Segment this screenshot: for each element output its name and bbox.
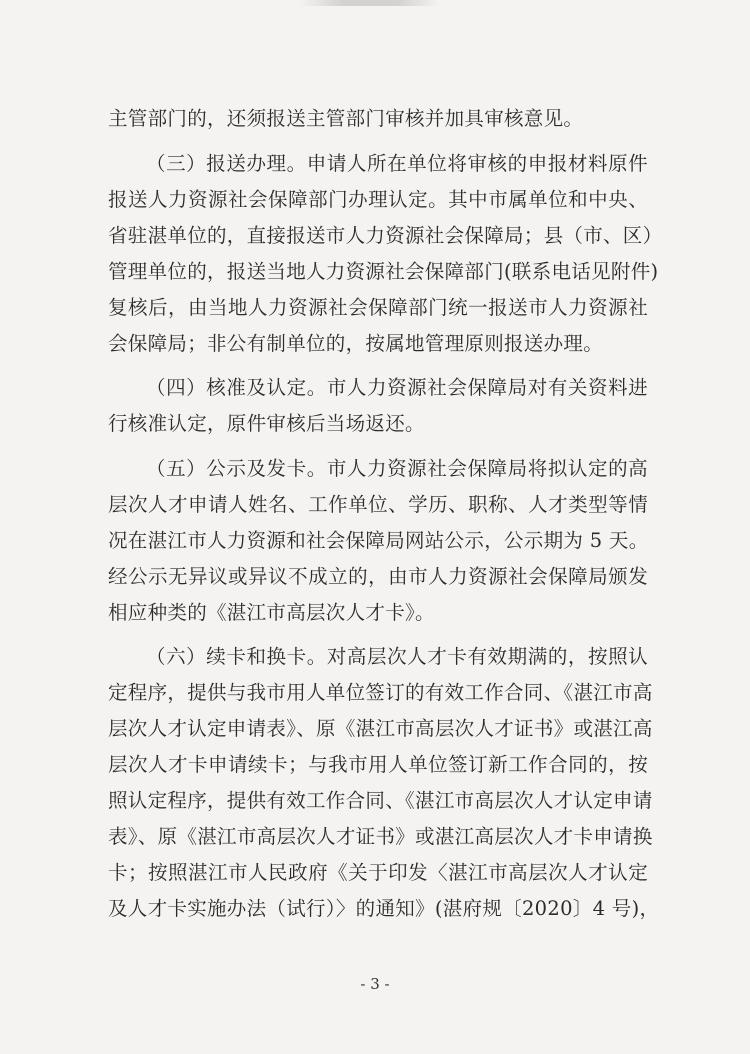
text-line: 相应种类的《湛江市高层次人才卡》。 xyxy=(108,600,435,624)
text-line: 表》、原《湛江市高层次人才证书》或湛江高层次人才卡申请换 xyxy=(108,825,653,848)
text-line: 行核准认定，原件审核后当场返还。 xyxy=(108,412,425,435)
text-line: 层次人才卡申请续卡；与我市用人单位签订新工作合同的，按 xyxy=(108,753,648,776)
text-line: 层次人才认定申请表》、原《湛江市高层次人才证书》或湛江高 xyxy=(108,717,653,740)
text-line: 卡；按照湛江市人民政府《关于印发〈湛江市高层次人才认定 xyxy=(108,861,648,884)
text-line: 照认定程序，提供有效工作合同、《湛江市高层次人才认定申请 xyxy=(108,789,653,812)
text-line: 主管部门的，还须报送主管部门审核并加具审核意见。 xyxy=(108,107,584,130)
paragraph-publicity xyxy=(108,451,648,631)
text-line: 及人才卡实施办法（试行）〉的通知》(湛府规〔2020〕4 号)， xyxy=(108,897,660,920)
text-line: 况在湛江市人力资源和社会保障局网站公示，公示期为 5 天。 xyxy=(108,528,649,552)
text-line: （四）核准及认定。市人力资源社会保障局对有关资料进 xyxy=(146,376,648,399)
text-line: （三）报送办理。申请人所在单位将审核的申报材料原件 xyxy=(146,151,648,175)
paragraph-continuation xyxy=(108,101,648,137)
page-number: - 3 - xyxy=(360,975,390,993)
text-line: 定程序，提供与我市用人单位签订的有效工作合同、《湛江市高 xyxy=(108,681,653,704)
text-line: （五）公示及发卡。市人力资源社会保障局将拟认定的高 xyxy=(146,456,648,480)
text-line: 管理单位的，报送当地人力资源社会保障部门(联系电话见附件) xyxy=(108,259,659,283)
paragraph-submission xyxy=(108,146,663,362)
paragraph-approval xyxy=(108,370,648,442)
paragraph-renewal xyxy=(108,639,660,927)
text-line: 报送人力资源社会保障部门办理认定。其中市属单位和中央、 xyxy=(108,187,648,211)
text-line: 经公示无异议或异议不成立的，由市人力资源社会保障局颁发 xyxy=(108,564,648,588)
scan-top-mark xyxy=(300,0,440,6)
body-text xyxy=(108,101,663,927)
text-line: 层次人才申请人姓名、工作单位、学历、职称、人才类型等情 xyxy=(108,492,648,516)
text-line: 会保障局；非公有制单位的，按属地管理原则报送办理。 xyxy=(108,331,604,355)
text-line: 省驻湛单位的，直接报送市人力资源社会保障局；县（市、区） xyxy=(108,223,663,247)
text-line: 复核后，由当地人力资源社会保障部门统一报送市人力资源社 xyxy=(108,295,648,319)
text-line: （六）续卡和换卡。对高层次人才卡有效期满的，按照认 xyxy=(146,645,648,668)
